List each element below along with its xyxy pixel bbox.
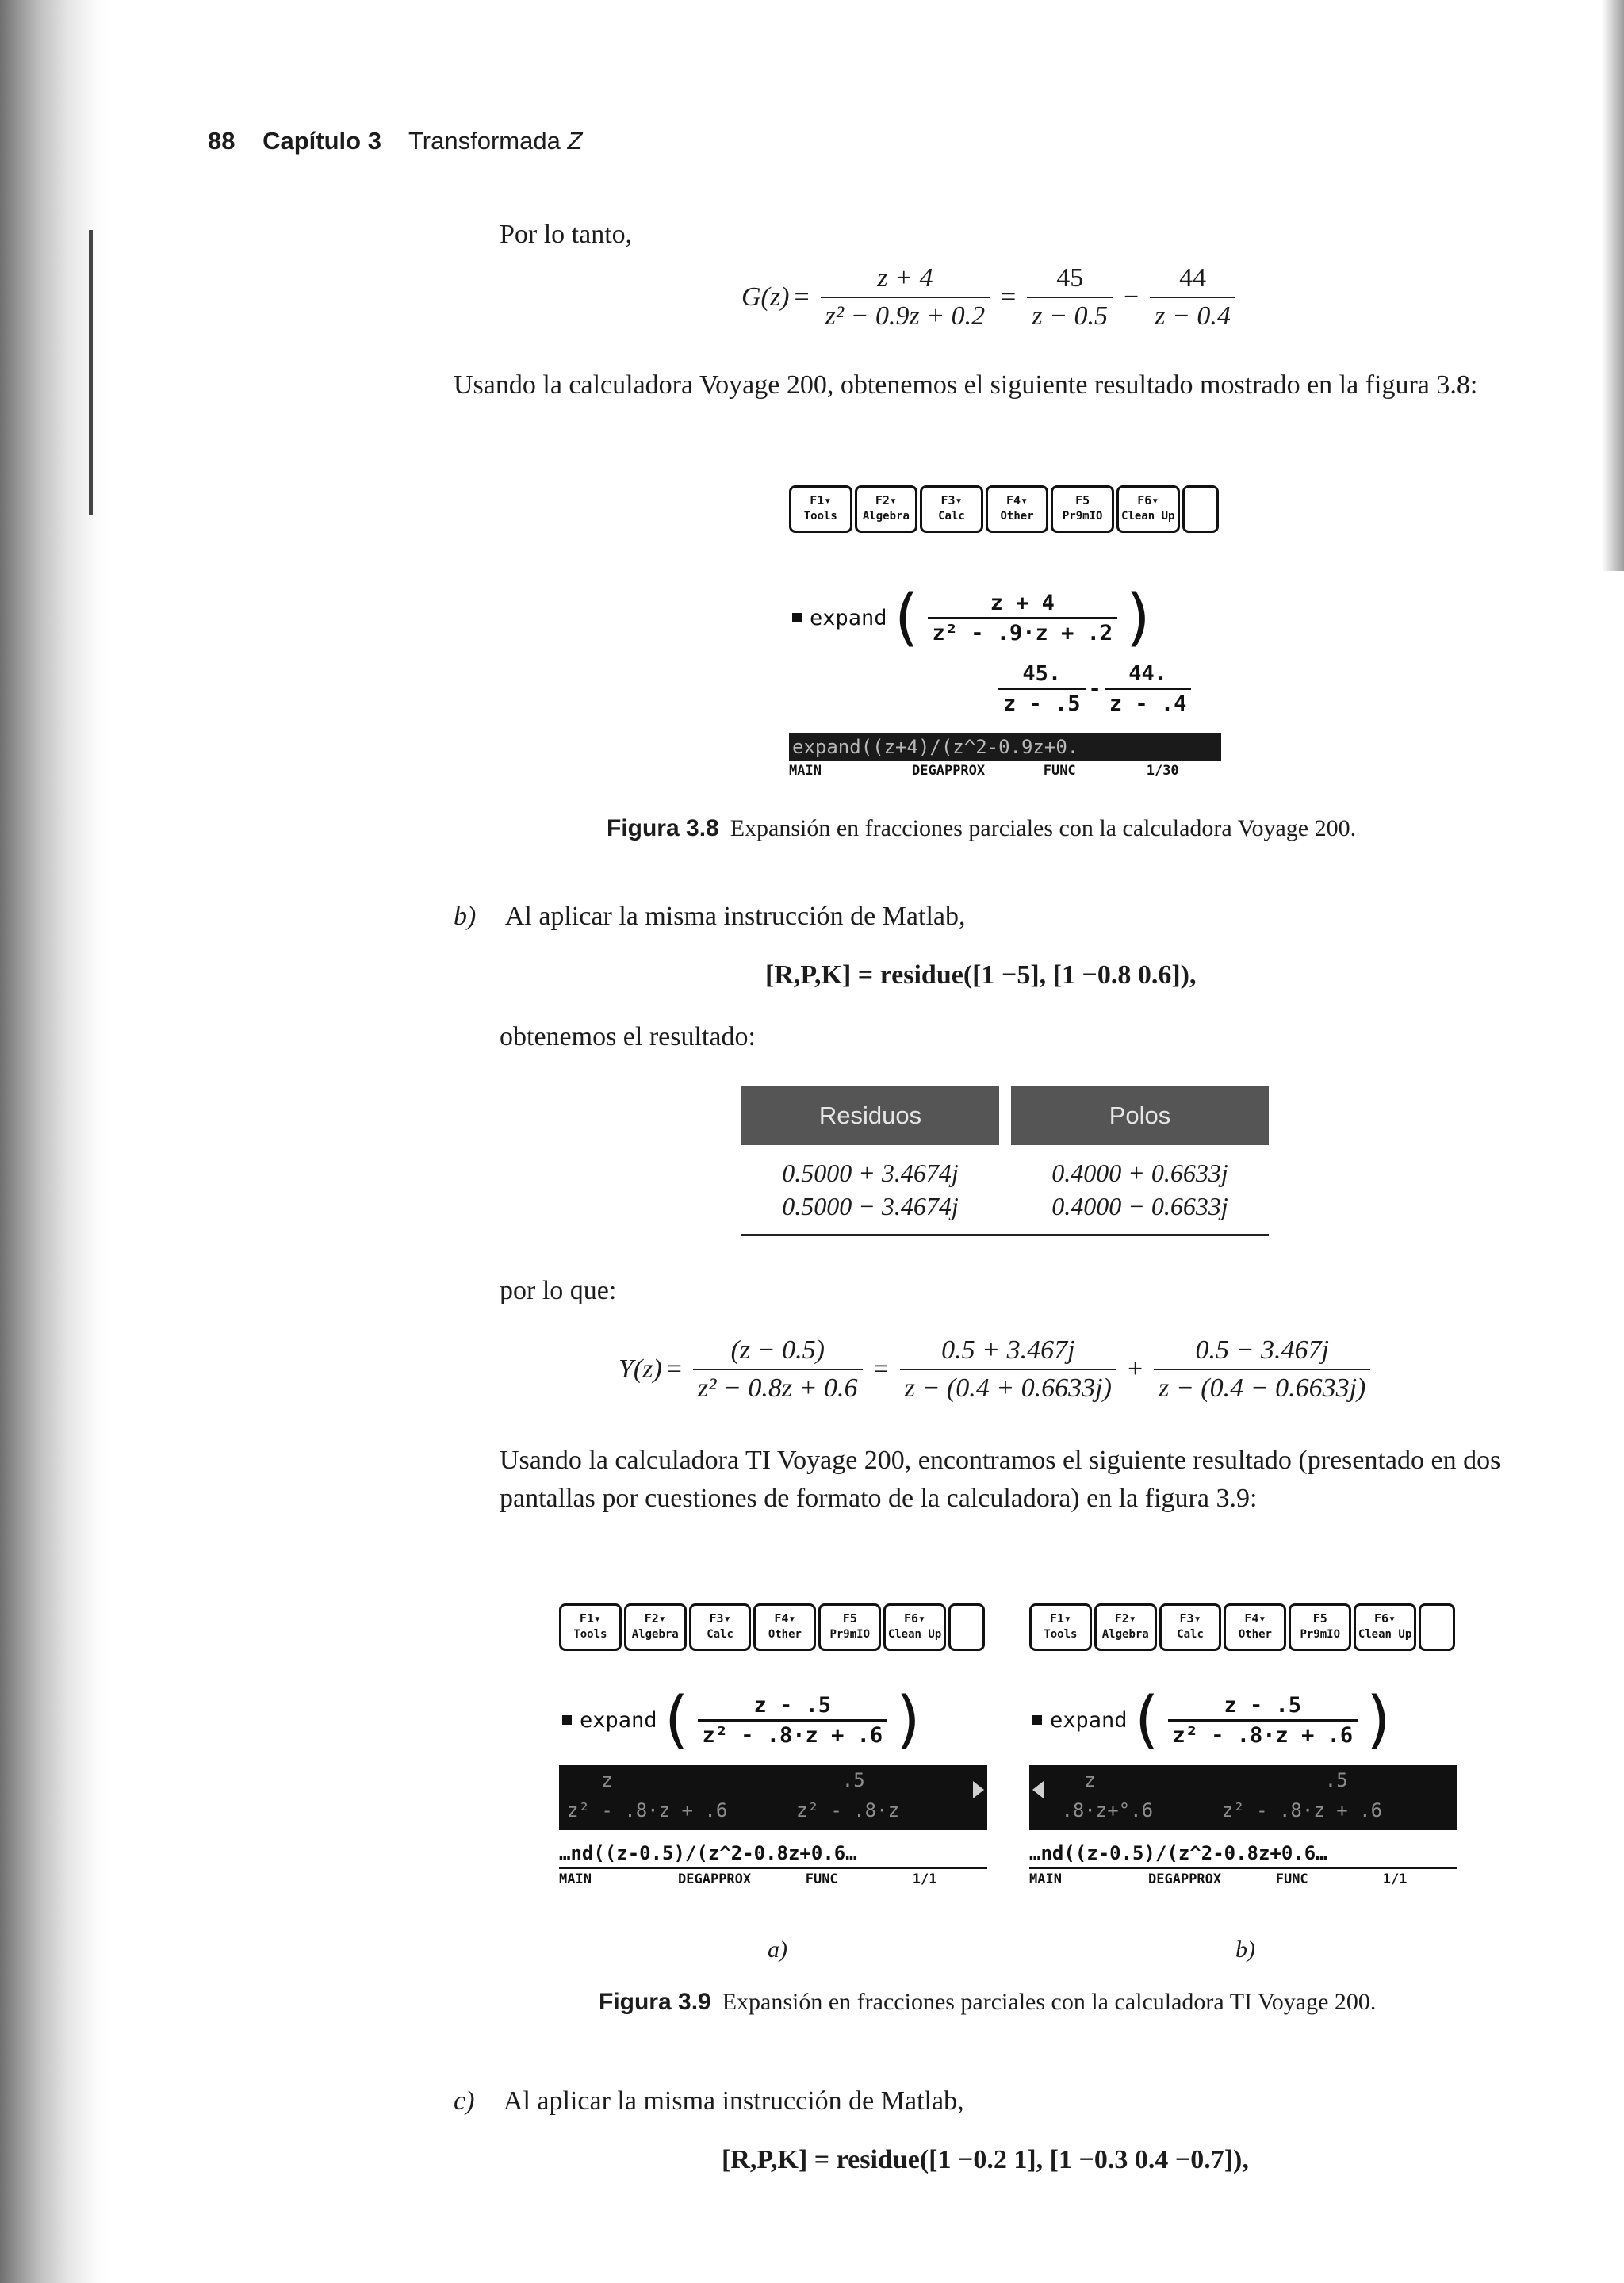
table-cell: 0.4000 − 0.6633j: [1051, 1192, 1228, 1220]
table-cell: 0.5000 + 3.4674j: [782, 1159, 959, 1187]
eq1-main-fraction: [821, 263, 990, 331]
residue-table: [741, 1086, 1269, 1236]
eq2-t1-den: z − (0.4 + 0.6633j): [900, 1369, 1116, 1404]
scan-edge-right: [1602, 0, 1624, 571]
calc-expression: expand ( z - .5 z² - .8·z + .6 ): [562, 1689, 928, 1751]
scroll-right-arrow-icon[interactable]: [973, 1781, 984, 1798]
subfigure-label-b: b): [1235, 1936, 1255, 1963]
eq1-lhs: G(z): [741, 282, 790, 312]
calc-entry-line[interactable]: …nd((z-0.5)/(z^2-0.8z+0.6…: [1029, 1840, 1457, 1869]
polos-column: [1011, 1156, 1269, 1223]
toolbar-key-f3[interactable]: F3▾ Calc: [1159, 1603, 1222, 1651]
calculator-screen-fig38: [789, 485, 1221, 780]
calc-history-result: z .5 z² - .8·z + .6 z² - .8·z: [559, 1765, 987, 1830]
eq1-t1-den: z − 0.5: [1027, 297, 1113, 331]
eq1-t2-num: 44: [1179, 263, 1207, 293]
por-lo-que-text: por lo que:: [500, 1276, 617, 1305]
calc-toolbar: [1029, 1603, 1457, 1651]
toolbar-key-f1[interactable]: F1▾ Tools: [1029, 1603, 1092, 1651]
page-header: [208, 127, 582, 155]
toolbar-key-f6[interactable]: F6▾ Clean Up: [883, 1603, 946, 1651]
toolbar-key-f6[interactable]: F6▾ Clean Up: [1354, 1603, 1416, 1651]
table-header-residuos: Residuos: [741, 1086, 999, 1145]
calc-status-bar: MAIN DEG APPROX FUNC 1/1: [559, 1871, 937, 1887]
table-header-polos: Polos: [1011, 1086, 1269, 1145]
calc-r2-num: 44.: [1128, 661, 1167, 686]
table-cell: 0.5000 − 3.4674j: [782, 1192, 959, 1220]
eq2-num: (z − 0.5): [730, 1335, 825, 1365]
calc-result: $\frac{45.}{z - .5}$ - $\frac{44.}{z - .4}$: [995, 661, 1194, 716]
toolbar-key-f1[interactable]: F1▾ Tools: [789, 485, 852, 533]
toolbar-key-f4[interactable]: F4▾ Other: [1224, 1603, 1286, 1651]
eq2-t2-den: z − (0.4 − 0.6633j): [1154, 1369, 1370, 1404]
figure-3-9-caption: Figura 3.9 Expansión en fracciones parciales con la calculadora TI Voyage 200.: [599, 1989, 1377, 2015]
toolbar-key-f6[interactable]: F6▾ Clean Up: [1116, 485, 1180, 533]
subfigure-label-a: a): [768, 1936, 787, 1963]
item-b: b) Al aplicar la misma instrucción de Matlab,: [454, 902, 966, 931]
calc-r2-den: z - .4: [1105, 688, 1192, 716]
figure-3-8-caption: Figura 3.8 Expansión en fracciones parciales con la calculadora Voyage 200.: [607, 815, 1357, 841]
equation-y: Y(z) = $\frac{(z - 0.5)}{\text{z² − 0.8z + 0.6}}$ = $\frac{0.5 + 3.467j}{z - (0.4 + 0.6633j)}$ + $\frac{0.5 - 3.467j}{z - (0.4 - 0.6633j)}$: [619, 1335, 1377, 1404]
eq2-lhs: Y(z): [619, 1354, 662, 1384]
toolbar-key-f1[interactable]: F1▾ Tools: [559, 1603, 622, 1651]
toolbar-key-blank: [1419, 1603, 1455, 1651]
item-c: c) Al aplicar la misma instrucción de Matlab,: [454, 2086, 964, 2116]
eq2-den: z² − 0.8z + 0.6: [693, 1369, 863, 1404]
entry-bullet-icon: [1032, 1715, 1042, 1725]
calc-r1-num: 45.: [1022, 661, 1062, 686]
entry-bullet-icon: [792, 613, 802, 622]
paragraph-fig39: Usando la calculadora TI Voyage 200, encontramos el siguiente resultado (presentado en dos pantallas por cuestiones de formato de la calculadora) en la figura 3.9:: [500, 1446, 1501, 1513]
calc-r1-den: z - .5: [998, 688, 1086, 716]
calculator-screen-fig39-a: [559, 1603, 987, 1898]
eq2-t2-num: 0.5 − 3.467j: [1195, 1335, 1329, 1365]
calc-expression: expand ( z - .5 z² - .8·z + .6 ): [1032, 1689, 1398, 1751]
toolbar-key-f2[interactable]: F2▾ Algebra: [855, 485, 918, 533]
obtenemos-text: obtenemos el resultado:: [500, 1022, 756, 1051]
toolbar-key-f2[interactable]: F2▾ Algebra: [624, 1603, 687, 1651]
toolbar-key-f5[interactable]: F5 Pr9mIO: [1051, 485, 1114, 533]
scan-edge-left: [0, 0, 111, 2283]
toolbar-key-f4[interactable]: F4▾ Other: [986, 485, 1049, 533]
eq1-num: z + 4: [877, 263, 933, 293]
calc-history-result: z .5 .8·z+°.6 z² - .8·z + .6: [1029, 1765, 1457, 1830]
chapter-title-var: Z: [567, 127, 583, 155]
calc-toolbar: [559, 1603, 987, 1651]
eq2-term2: [1154, 1335, 1370, 1404]
eq1-term1: [1027, 263, 1113, 331]
calc-cmd: expand: [810, 605, 887, 630]
calc-entry-line[interactable]: …nd((z-0.5)/(z^2-0.8z+0.6…: [559, 1840, 987, 1869]
calc-entry-line[interactable]: expand((z+4)/(z^2-0.9z+0.: [789, 733, 1221, 761]
calc-toolbar: [789, 485, 1221, 533]
eq2-t1-num: 0.5 + 3.467j: [941, 1335, 1075, 1365]
toolbar-key-f3[interactable]: F3▾ Calc: [920, 485, 983, 533]
eq2-term1: [900, 1335, 1116, 1404]
toolbar-key-f2[interactable]: F2▾ Algebra: [1094, 1603, 1157, 1651]
matlab-command-c: [R,P,K] = residue([1 −0.2 1], [1 −0.3 0.4 −0.7]),: [722, 2145, 1249, 2174]
toolbar-key-f5[interactable]: F5 Pr9mIO: [1289, 1603, 1351, 1651]
calc-status-bar: MAIN DEG APPROX FUNC 1/1: [1029, 1871, 1408, 1887]
eq1-t1-num: 45: [1056, 263, 1084, 293]
eq2-main-fraction: [693, 1335, 863, 1404]
eq1-term2: [1150, 263, 1235, 331]
chapter-title: Transformada: [408, 127, 561, 155]
matlab-command-b: [R,P,K] = residue([1 −5], [1 −0.8 0.6]),: [765, 960, 1197, 990]
toolbar-key-f5[interactable]: F5 Pr9mIO: [818, 1603, 881, 1651]
table-cell: 0.4000 + 0.6633j: [1051, 1159, 1228, 1187]
eq1-den: z² − 0.9z + 0.2: [821, 297, 990, 331]
eq1-t2-den: z − 0.4: [1150, 297, 1235, 331]
intro-text: Por lo tanto,: [500, 220, 633, 249]
toolbar-key-f3[interactable]: F3▾ Calc: [689, 1603, 752, 1651]
toolbar-key-blank: [948, 1603, 985, 1651]
entry-bullet-icon: [562, 1715, 572, 1725]
toolbar-key-blank: [1182, 485, 1219, 533]
chapter-label: Capítulo 3: [262, 127, 381, 155]
calc-expression: expand ( $\frac{z + 4}{\text{z² - .9·z + .2}}$ ): [792, 587, 1158, 649]
calc-status-bar: MAIN DEG APPROX FUNC 1/30: [789, 763, 1179, 779]
scroll-left-arrow-icon[interactable]: [1032, 1781, 1044, 1798]
residuos-column: [741, 1156, 999, 1223]
page-number: 88: [208, 127, 236, 155]
equation-g: G(z) = $\frac{z + 4}{\text{z² − 0.9z + 0.2}}$ = $\frac{45}{z - 0.5}$ − $\frac{44}{z - 0.4}$: [741, 263, 1242, 331]
calculator-screen-fig39-b: [1029, 1603, 1457, 1898]
paragraph-fig38: Usando la calculadora Voyage 200, obtenemos el siguiente resultado mostrado en la figura 3.8:: [454, 370, 1478, 400]
toolbar-key-f4[interactable]: F4▾ Other: [753, 1603, 816, 1651]
calc-expr-num: z + 4: [990, 590, 1055, 615]
calc-expr-den: z² - .9·z + .2: [928, 617, 1118, 645]
